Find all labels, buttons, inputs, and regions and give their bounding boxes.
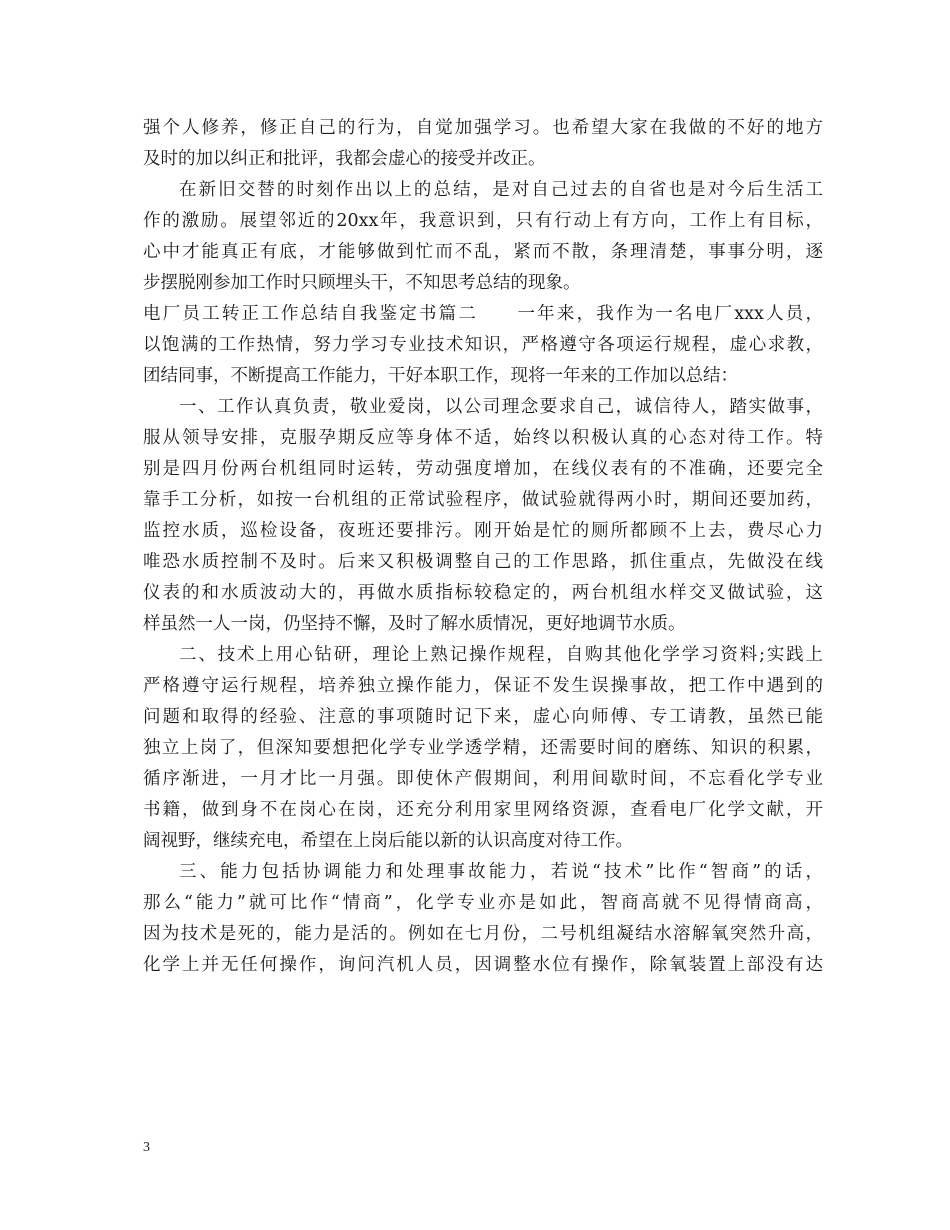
text-line: 以饱满的工作热情，努力学习专业技术知识，严格遵守各项运行规程，虚心求教， xyxy=(143,335,823,355)
paragraph-first-line: 一、工作认真负责，敬业爱岗，以公司理念要求自己，诚信待人，踏实做事， xyxy=(179,397,823,417)
text-line: 强个人修养，修正自己的行为，自觉加强学习。也希望大家在我做的不好的地方 xyxy=(143,118,823,138)
text-line: 监控水质，巡检设备，夜班还要排污。刚开始是忙的厕所都顾不上去，费尽心力 xyxy=(143,521,823,541)
text-line: 别是四月份两台机组同时运转，劳动强度增加，在线仪表有的不准确，还要完全 xyxy=(143,459,823,479)
text-line: 心中才能真正有底，才能够做到忙而不乱，紧而不散，条理清楚，事事分明，逐 xyxy=(143,242,823,262)
text-line: 服从领导安排，克服孕期反应等身体不适，始终以积极认真的心态对待工作。特 xyxy=(143,428,823,448)
text-line: 样虽然一人一岗，仍坚持不懈，及时了解水质情况，更好地调节水质。 xyxy=(143,614,686,634)
section-heading-line: 电厂员工转正工作总结自我鉴定书篇二 一年来，我作为一名电厂xxx人员， xyxy=(143,304,823,324)
text-line: 团结同事，不断提高工作能力，干好本职工作，现将一年来的工作加以总结： xyxy=(143,366,738,386)
text-line: 严格遵守运行规程，培养独立操作能力，保证不发生误操事故，把工作中遇到的 xyxy=(143,676,823,696)
text-line: 独立上岗了，但深知要想把化学专业学透学精，还需要时间的磨练、知识的积累， xyxy=(143,738,823,758)
text-line: 唯恐水质控制不及时。后来又积极调整自己的工作思路，抓住重点，先做没在线 xyxy=(143,552,823,572)
paragraph-first-line: 三、能力包括协调能力和处理事故能力，若说“技术”比作“智商”的话， xyxy=(179,862,823,882)
text-line: 仪表的和水质波动大的，再做水质指标较稳定的，两台机组水样交叉做试验，这 xyxy=(143,583,823,603)
text-line: 书籍，做到身不在岗心在岗，还充分利用家里网络资源，查看电厂化学文献，开 xyxy=(143,800,823,820)
page-number: 3 xyxy=(143,1140,150,1155)
text-line: 循序渐进，一月才比一月强。即使休产假期间，利用间歇时间，不忘看化学专业 xyxy=(143,769,823,789)
text-line: 及时的加以纠正和批评，我都会虚心的接受并改正。 xyxy=(143,149,546,169)
text-line: 那么“能力”就可比作“情商”，化学专业亦是如此，智商高就不见得情商高， xyxy=(143,893,823,913)
text-line: 作的激励。展望邻近的20xx年，我意识到，只有行动上有方向，工作上有目标， xyxy=(143,211,823,231)
document-body xyxy=(143,113,823,981)
text-line: 阔视野，继续充电，希望在上岗后能以新的认识高度对待工作。 xyxy=(143,831,633,851)
paragraph-first-line: 在新旧交替的时刻作出以上的总结，是对自己过去的自省也是对今后生活工 xyxy=(179,180,823,200)
text-line: 因为技术是死的，能力是活的。例如在七月份，二号机组凝结水溶解氧突然升高， xyxy=(143,924,823,944)
text-line: 问题和取得的经验、注意的事项随时记下来，虚心向师傅、专工请教，虽然已能 xyxy=(143,707,823,727)
text-line: 靠手工分析，如按一台机组的正常试验程序，做试验就得两小时，期间还要加药， xyxy=(143,490,823,510)
text-line: 化学上并无任何操作，询问汽机人员，因调整水位有操作，除氧装置上部没有达 xyxy=(143,955,823,975)
paragraph-first-line: 二、技术上用心钻研，理论上熟记操作规程，自购其他化学学习资料;实践上 xyxy=(179,645,823,665)
text-line: 步摆脱刚参加工作时只顾埋头干，不知思考总结的现象。 xyxy=(143,273,581,293)
